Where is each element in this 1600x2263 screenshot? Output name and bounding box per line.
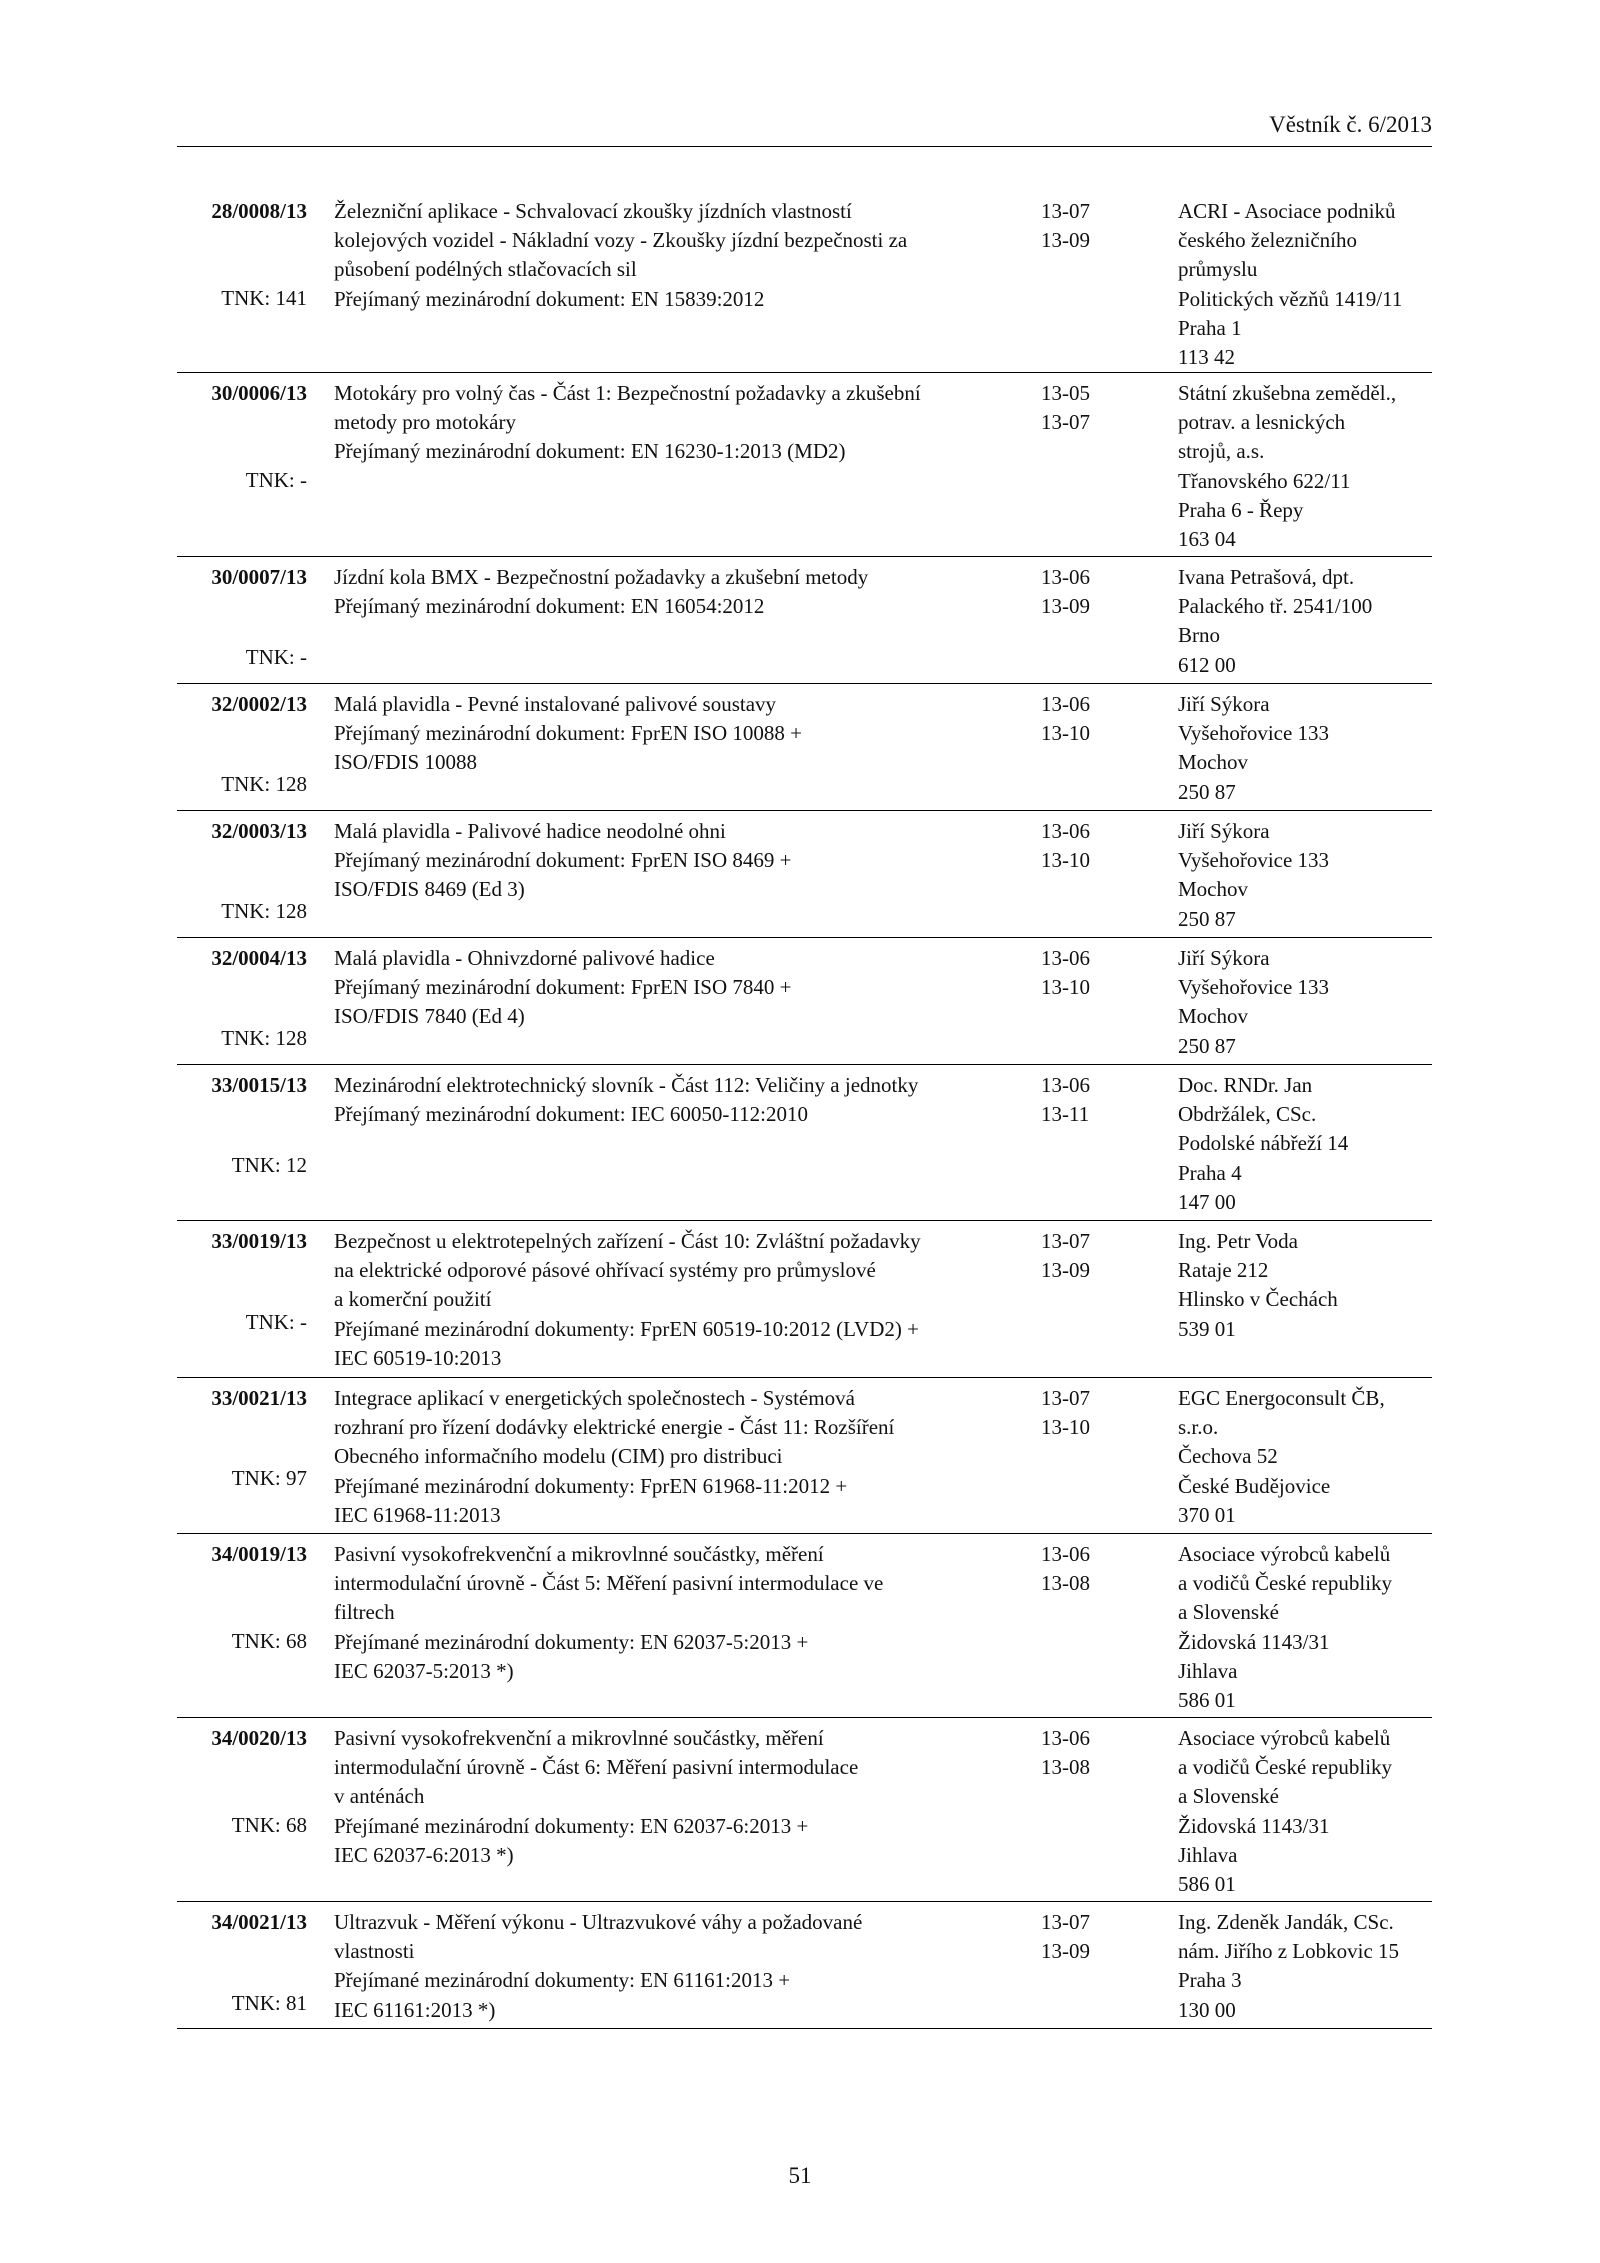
entry-codes: 13-07 13-09 [1041, 1910, 1090, 1964]
entry-contact: Státní zkušebna zeměděl., potrav. a lesnických strojů, a.s. Třanovského 622/11 Praha 6 - Řepy 163 04 [1178, 381, 1397, 552]
entry-number: 28/0008/13 [211, 199, 307, 223]
list-item [177, 1534, 1432, 1718]
list-item [177, 811, 1432, 938]
entry-tnk: TNK: 128 [221, 772, 307, 796]
list-item [177, 191, 1432, 373]
entry-codes: 13-06 13-10 [1041, 819, 1090, 873]
list-item [177, 684, 1432, 811]
entry-tnk: TNK: 68 [231, 1813, 307, 1837]
entry-number: 34/0020/13 [211, 1726, 307, 1750]
entry-contact: Jiří Sýkora Vyšehořovice 133 Mochov 250 87 [1178, 946, 1330, 1058]
entry-codes: 13-06 13-10 [1041, 692, 1090, 746]
entry-number: 34/0019/13 [211, 1542, 307, 1566]
list-item [177, 1221, 1432, 1378]
entry-title: Motokáry pro volný čas - Část 1: Bezpečnostní požadavky a zkušební metody pro motokáry Přejímaný mezinárodní dokument: EN 16230-1:2013 (MD2) [334, 381, 921, 464]
entry-tnk: TNK: 128 [221, 899, 307, 923]
entry-tnk: TNK: 68 [231, 1629, 307, 1653]
entry-contact: Asociace výrobců kabelů a vodičů České republiky a Slovenské Židovská 1143/31 Jihlava 586 01 [1178, 1726, 1393, 1897]
entry-tnk: TNK: 81 [231, 1991, 307, 2015]
entry-contact: Ing. Petr Voda Rataje 212 Hlinsko v Čechách 539 01 [1178, 1229, 1338, 1341]
entry-tnk: TNK: - [245, 468, 307, 492]
entry-codes: 13-07 13-09 [1041, 1229, 1090, 1283]
entry-title: Pasivní vysokofrekvenční a mikrovlnné součástky, měření intermodulační úrovně - Část 6: Měření pasivní intermodulace v anténách Přejímané mezinárodní dokumenty: EN 62037-6:2013 + IEC 62037-6:2013 *) [334, 1726, 859, 1867]
header-divider [177, 146, 1432, 147]
entry-title: Malá plavidla - Ohnivzdorné palivové hadice Přejímaný mezinárodní dokument: FprEN ISO 7840 + ISO/FDIS 7840 (Ed 4) [334, 946, 792, 1029]
entry-tnk: TNK: - [245, 1310, 307, 1334]
entry-title: Železniční aplikace - Schvalovací zkoušky jízdních vlastností kolejových vozidel - Nákladní vozy - Zkoušky jízdní bezpečnosti za působení podélných stlačovacích sil Přejímaný mezinárodní dokument: EN 15839:2012 [334, 199, 908, 311]
entry-number: 32/0004/13 [211, 946, 307, 970]
entry-codes: 13-07 13-10 [1041, 1386, 1090, 1440]
entry-number: 32/0002/13 [211, 692, 307, 716]
entry-tnk: TNK: 128 [221, 1026, 307, 1050]
list-item [177, 1378, 1432, 1534]
entry-codes: 13-06 13-08 [1041, 1726, 1090, 1780]
entry-contact: Asociace výrobců kabelů a vodičů České republiky a Slovenské Židovská 1143/31 Jihlava 586 01 [1178, 1542, 1393, 1713]
list-item [177, 1902, 1432, 2029]
entry-title: Mezinárodní elektrotechnický slovník - Část 112: Veličiny a jednotky Přejímaný mezinárodní dokument: IEC 60050-112:2010 [334, 1073, 919, 1127]
entry-title: Bezpečnost u elektrotepelných zařízení - Část 10: Zvláštní požadavky na elektrické odporové pásové ohřívací systémy pro průmyslové a komerční použití Přejímané mezinárodní dokumenty: FprEN 60519-10:2012 (LVD2) + IEC 60519-10:2013 [334, 1229, 921, 1370]
standards-list [177, 191, 1432, 2029]
entry-tnk: TNK: 141 [221, 286, 307, 310]
page-number: 51 [788, 2163, 812, 2188]
entry-number: 30/0007/13 [211, 565, 307, 589]
bulletin-title: Věstník č. 6/2013 [1269, 112, 1432, 137]
entry-number: 32/0003/13 [211, 819, 307, 843]
entry-title: Malá plavidla - Pevné instalované palivové soustavy Přejímaný mezinárodní dokument: FprEN ISO 10088 + ISO/FDIS 10088 [334, 692, 802, 775]
entry-codes: 13-06 13-10 [1041, 946, 1090, 1000]
list-item [177, 373, 1432, 557]
entry-tnk: TNK: 97 [231, 1466, 307, 1490]
entry-title: Integrace aplikací v energetických společnostech - Systémová rozhraní pro řízení dodávky elektrické energie - Část 11: Rozšíření Obecného informačního modelu (CIM) pro distribuci Přejímané mezinárodní dokumenty: FprEN 61968-11:2012 + IEC 61968-11:2013 [334, 1386, 895, 1527]
entry-number: 34/0021/13 [211, 1910, 307, 1934]
list-item [177, 938, 1432, 1065]
entry-codes: 13-05 13-07 [1041, 381, 1090, 435]
entry-number: 33/0021/13 [211, 1386, 307, 1410]
entry-number: 33/0019/13 [211, 1229, 307, 1253]
entry-tnk: TNK: - [245, 645, 307, 669]
entry-contact: Ing. Zdeněk Jandák, CSc. nám. Jiřího z Lobkovic 15 Praha 3 130 00 [1178, 1910, 1400, 2022]
entry-contact: ACRI - Asociace podniků českého železničního průmyslu Politických vězňů 1419/11 Praha 1 113 42 [1178, 199, 1403, 370]
list-item [177, 557, 1432, 684]
entry-tnk: TNK: 12 [231, 1153, 307, 1177]
entry-codes: 13-06 13-11 [1041, 1073, 1090, 1127]
entry-codes: 13-07 13-09 [1041, 199, 1090, 253]
entry-contact: Doc. RNDr. Jan Obdržálek, CSc. Podolské nábřeží 14 Praha 4 147 00 [1178, 1073, 1349, 1214]
entry-title: Ultrazvuk - Měření výkonu - Ultrazvukové váhy a požadované vlastnosti Přejímané mezinárodní dokumenty: EN 61161:2013 + IEC 61161:2013 *) [334, 1910, 863, 2022]
entry-title: Pasivní vysokofrekvenční a mikrovlnné součástky, měření intermodulační úrovně - Část 5: Měření pasivní intermodulace ve filtrech Přejímané mezinárodní dokumenty: EN 62037-5:2013 + IEC 62037-5:2013 *) [334, 1542, 884, 1683]
entry-contact: Jiří Sýkora Vyšehořovice 133 Mochov 250 87 [1178, 692, 1330, 804]
entry-codes: 13-06 13-09 [1041, 565, 1090, 619]
entry-contact: Ivana Petrašová, dpt. Palackého tř. 2541/100 Brno 612 00 [1178, 565, 1373, 677]
entry-contact: EGC Energoconsult ČB, s.r.o. Čechova 52 České Budějovice 370 01 [1178, 1386, 1385, 1527]
entry-title: Malá plavidla - Palivové hadice neodolné ohni Přejímaný mezinárodní dokument: FprEN ISO 8469 + ISO/FDIS 8469 (Ed 3) [334, 819, 792, 902]
entry-number: 33/0015/13 [211, 1073, 307, 1097]
entry-contact: Jiří Sýkora Vyšehořovice 133 Mochov 250 87 [1178, 819, 1330, 931]
entry-title: Jízdní kola BMX - Bezpečnostní požadavky a zkušební metody Přejímaný mezinárodní dokument: EN 16054:2012 [334, 565, 869, 619]
list-item [177, 1718, 1432, 1902]
entry-codes: 13-06 13-08 [1041, 1542, 1090, 1596]
entry-number: 30/0006/13 [211, 381, 307, 405]
list-item [177, 1065, 1432, 1221]
